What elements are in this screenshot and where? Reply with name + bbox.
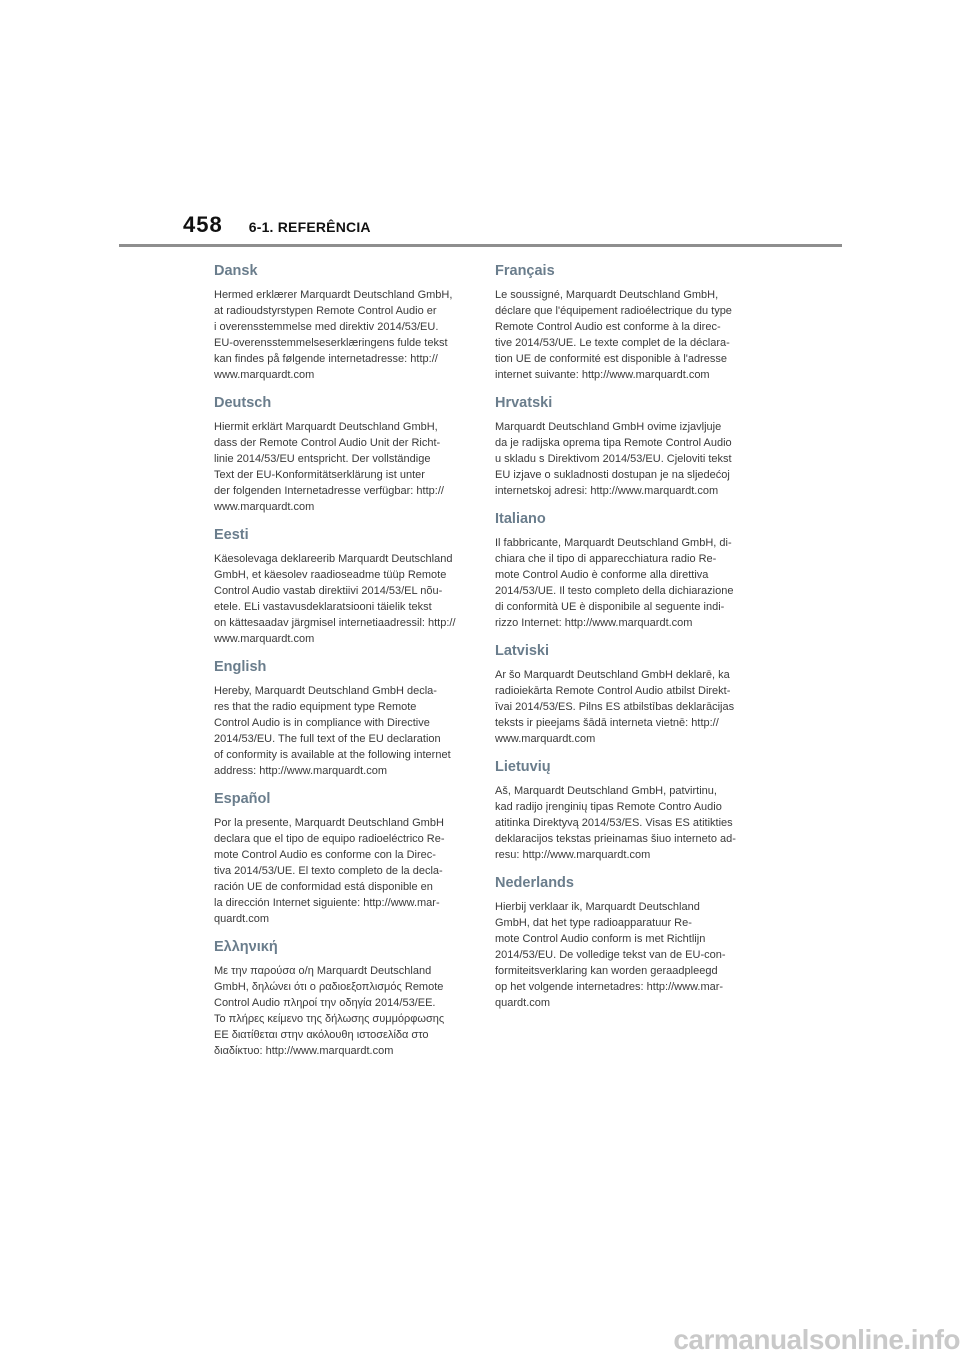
left-column <box>214 262 468 1070</box>
declaration-eesti <box>214 526 468 647</box>
declaration-espanol <box>214 790 468 927</box>
declaration-greek <box>214 938 468 1059</box>
declaration-text: Le soussigné, Marquardt Deutschland GmbH, déclare que l'équipement radioélectrique du type Remote Control Audio est conforme à la direc- tive 2014/53/UE. Le texte complet de la déclara- tion UE de conformité est disponible à l'adresse internet suivante: http://www.marquardt.com <box>495 289 732 381</box>
site-watermark: carmanualsonline.info <box>673 1324 960 1355</box>
language-heading: Ελληνική <box>214 939 278 955</box>
declaration-text: Käesolevaga deklareerib Marquardt Deutschland GmbH, et käesolev raadioseadme tüüp Remote Control Audio vastab direktiivi 2014/53/EL nõu- etele. ELi vastavusdeklaratsiooni täielik tekst on kättesaadav järgmisel internetiaadressil: http:// www.marquardt.com <box>214 553 456 645</box>
declaration-francais <box>495 262 749 383</box>
language-heading: Italiano <box>495 511 546 527</box>
language-heading: Lietuvių <box>495 759 551 775</box>
language-heading: English <box>214 659 267 675</box>
language-heading: Dansk <box>214 263 258 279</box>
declaration-text: Ar šo Marquardt Deutschland GmbH deklarē, ka radioiekārta Remote Control Audio atbilst Direkt- īvai 2014/53/ES. Pilns ES atbilstības deklarācijas teksts ir pieejams šādā interneta vietnē: http:// www.marquardt.com <box>495 669 735 745</box>
language-heading: Deutsch <box>214 395 272 411</box>
declaration-latviski <box>495 642 749 747</box>
declaration-dansk <box>214 262 468 383</box>
declaration-hrvatski <box>495 394 749 499</box>
declaration-text: Hiermit erklärt Marquardt Deutschland GmbH, dass der Remote Control Audio Unit der Richt- linie 2014/53/EU entspricht. Der vollständige Text der EU-Konformitätserklärung ist unter der folgenden Internetadresse verfügbar: http:// www.marquardt.com <box>214 421 444 513</box>
declaration-text: Por la presente, Marquardt Deutschland GmbH declara que el tipo de equipo radioeléctrico Re- mote Control Audio es conforme con la Direc- tiva 2014/53/UE. El texto completo de la decla- ración UE de conformidad está disponible en la dirección Internet siguiente: http://www.mar- quardt.com <box>214 817 445 925</box>
declaration-text: Με την παρούσα ο/η Marquardt Deutschland GmbH, δηλώνει ότι ο ραδιοεξοπλισμός Remote Control Audio πληροί την οδηγία 2014/53/ΕΕ. Το πλήρες κείμενο της δήλωσης συμμόρφωσης ΕΕ διατίθεται στην ακόλουθη ιστοσελίδα στο διαδίκτυο: http://www.marquardt.com <box>214 965 445 1057</box>
language-heading: Eesti <box>214 527 249 543</box>
declaration-english <box>214 658 468 779</box>
right-column <box>495 262 749 1022</box>
declaration-text: Hereby, Marquardt Deutschland GmbH decla- res that the radio equipment type Remote Control Audio is in compliance with Directive 2014/53/EU. The full text of the EU declaration of conformity is available at the following internet address: http://www.marquardt.com <box>214 685 451 777</box>
declaration-text: Marquardt Deutschland GmbH ovime izjavljuje da je radijska oprema tipa Remote Control Audio u skladu s Direktivom 2014/53/EU. Cjeloviti tekst EU izjave o sukladnosti dostupan je na sljedećoj internetskoj adresi: http://www.marquardt.com <box>495 421 732 497</box>
header-divider <box>119 244 842 247</box>
declaration-lietuviu <box>495 758 749 863</box>
declaration-italiano <box>495 510 749 631</box>
declaration-text: Hermed erklærer Marquardt Deutschland GmbH, at radioudstyrstypen Remote Control Audio er i overensstemmelse med direktiv 2014/53/EU. EU-overensstemmelseserklæringens fulde tekst kan findes på følgende internetadresse: http:// www.marquardt.com <box>214 289 453 381</box>
section-title: 6-1. REFERÊNCIA <box>248 219 371 235</box>
language-heading: Hrvatski <box>495 395 553 411</box>
language-heading: Français <box>495 263 555 279</box>
declaration-deutsch <box>214 394 468 515</box>
page-header <box>183 212 371 246</box>
declaration-nederlands <box>495 874 749 1011</box>
language-heading: Nederlands <box>495 875 574 891</box>
language-heading: Latviski <box>495 643 549 659</box>
declaration-text: Il fabbricante, Marquardt Deutschland GmbH, di- chiara che il tipo di apparecchiatura radio Re- mote Control Audio è conforme alla direttiva 2014/53/UE. Il testo completo della dichiarazione di conformità UE è disponibile al seguente indi- rizzo Internet: http://www.marquardt.com <box>495 537 734 629</box>
declaration-text: Aš, Marquardt Deutschland GmbH, patvirtinu, kad radijo įrenginių tipas Remote Contro Audio atitinka Direktyvą 2014/53/ES. Visas ES atitikties deklaracijos tekstas prieinamas šiuo interneto ad- resu: http://www.marquardt.com <box>495 785 736 861</box>
declaration-text: Hierbij verklaar ik, Marquardt Deutschland GmbH, dat het type radioapparatuur Re- mote Control Audio conform is met Richtlijn 2014/53/EU. De volledige tekst van de EU-con- formiteitsverklaring kan worden geraadpleegd op het volgende internetadres: http://www.mar- quardt.com <box>495 901 726 1009</box>
language-heading: Español <box>214 791 271 807</box>
page-number: 458 <box>183 212 223 237</box>
